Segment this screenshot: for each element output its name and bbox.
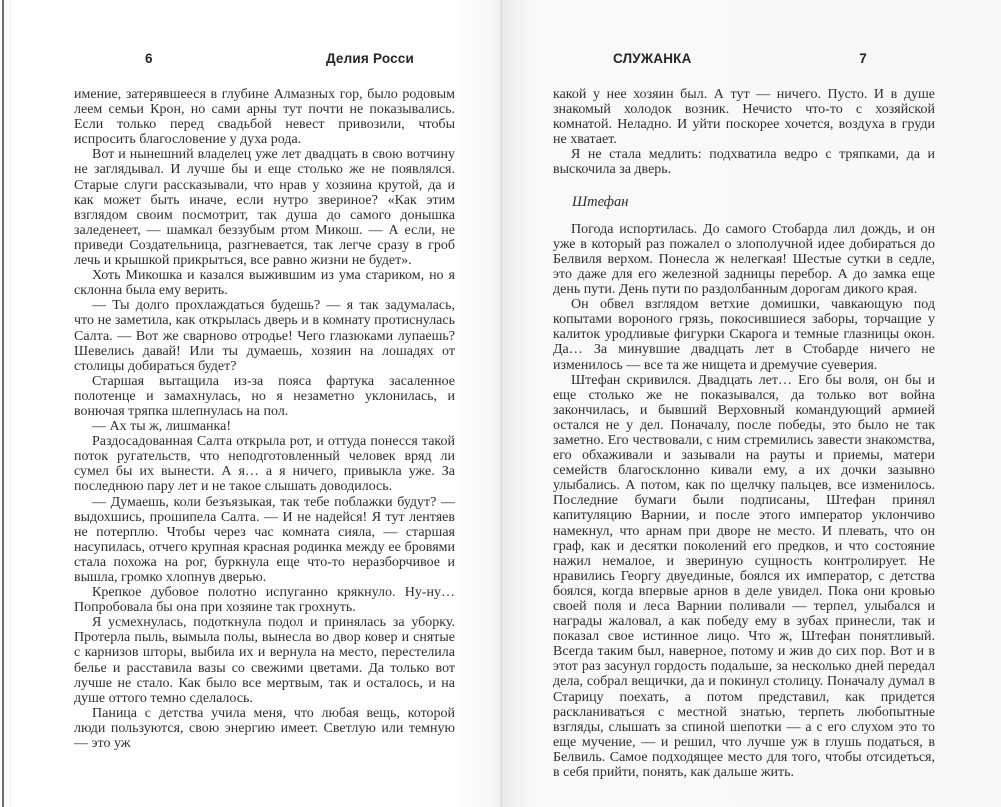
left-page-body [74,87,455,751]
paragraph: Он обвел взглядом ветхие домишки, чавкающую под копытами вороного грязь, покосившиеся заборы, торчащие у калиток уродливые фигурки Скарога и темные глазницы окон. Да… За минувшие двадцать лет в Стобарде ничего не изменилось — все та же нищета и дремучие суеверия. [553,297,935,373]
paragraph: Крепкое дубовое полотно испуганно крякнуло. Ну-ну… Попробовала бы она при хозяине так грохнуть. [74,585,455,616]
paragraph: Я усмехнулась, подоткнула подол и принялась за уборку. Протерла пыль, вымыла полы, вынесла во двор ковер и снятые с карнизов шторы, выбила их и вернула на место, перестелила белье и расставила вазы со свежими цветами. Да только вот лучше не стало. Как было все мертвым, так и осталось, и на душе оттого темно сделалось. [74,615,455,706]
paragraph: какой у нее хозяин был. А тут — ничего. Пусто. И в душе знакомый холодок возник. Нечисто что-то с хозяйской комнатой. Неладно. И уйти поскорее хочется, воздуха в груди не хватает. [553,87,935,148]
paragraph: Штефан скривился. Двадцать лет… Его бы воля, он бы и еще столько же не показывался, да только вот война закончилась, и бывший Верховный командующий армией остался не у дел. Поначалу, после победы, это было не так заметно. Его чествовали, с ним стремились завести знакомства, его обхаживали и зазывали на рауты и приемы, матери семейств благосклонно кивали ему, а их дочки зазывно улыбались. А потом, как по щелчку пальцев, все изменилось. Последние бумаги были подписаны, Штефан принял капитуляцию Варнии, и после этого император уклончиво намекнул, что арнам при дворе не место. И плевать, что он граф, как и десятки поколений его предков, и что состояние нажил немалое, и звериную сущность контролирует. Не нравились Георгу двуединые, боялся их император, с детства боялся, когда впервые арнов в деле увидел. Пока они кровью своей поля и леса Варнии поливали — терпел, улыбался и награды жаловал, а как победу ему в зубах принесли, так и показал свое истинное лицо. Что ж, Штефан понятливый. Всегда таким был, наверное, потому и жив до сих пор. Вот и в этот раз засунул гордость подальше, за несколько дней передал дела, собрал вещички, да и покинул столицу. Поначалу думал в Старицу поехать, а потом представил, как придется раскланиваться с местной знатью, терпеть любопытные взгляды, слышать за спиной шепотки — а с его слухом это то еще мучение, — и решил, что лучше уж в глушь податься, в Белвиль. Самое подходящее место для того, чтобы отсидеться, в себя прийти, понять, как дальше жить. [553,372,935,781]
paragraph: Вот и нынешний владелец уже лет двадцать в свою вотчину не заглядывал. И лучше бы и еще столько же не появлялся. Старые слуги рассказывали, что нрав у хозяина крутой, да и как может быть иначе, если нутро звериное? «Как этим взглядом своим посмотрит, так душа до самого донышка заледенеет, — шамкал беззубым ртом Микош. — А если, не приведи Создательница, разгневается, так легче сразу в гроб лечь и крышкой прикрыться, все равно жизни не будет». [74,147,455,269]
page-gutter-divider [501,0,502,807]
right-page-header [613,52,867,66]
paragraph: имение, затерявшееся в глубине Алмазных гор, было родовым леем семьи Крон, но сами арны тут почти не показывались. Если только перед свадьбой невест привозили, чтобы испросить благословение у духа рода. [74,87,455,148]
section-heading-shtefan: Штефан [572,193,629,210]
book-left-edge-line [2,0,4,807]
paragraph: Я не стала медлить: подхватила ведро с тряпками, да и выскочила за дверь. [553,147,935,178]
running-title-book: СЛУЖАНКА [613,51,692,66]
left-page-number: 6 [145,51,153,66]
running-title-author: Делия Росси [325,51,414,66]
paragraph: Хоть Микошка и казался выжившим из ума стариком, но я склонна была ему верить. [74,268,455,299]
right-page-number: 7 [859,51,867,66]
right-page-body [553,87,935,780]
paragraph: Погода испортилась. До самого Стобарда лил дождь, и он уже в который раз пожалел о злополучной идее добираться до Белвиля верхом. Понесла ж нелегкая! Шестые сутки в седле, это даже для его железной задницы перебор. А до замка еще день пути. День пути по раздолбанным дорогам дикого края. [553,221,935,298]
paragraph: Старшая вытащила из-за пояса фартука засаленное полотенце и замахнулась, но я незаметно уклонилась, и вонючая тряпка шлепнулась на пол. [74,373,455,419]
paragraph: Раздосадованная Салта открыла рот, и оттуда понесся такой поток ругательств, что неподготовленный человек вряд ли сумел бы их вынести. А я… а я ничего, привыкла уже. За последнюю пару лет и не такое слышать доводилось. [74,434,455,495]
right-page [502,0,1001,807]
page-stack-edge-line [10,0,11,807]
paragraph: — Думаешь, коли безъязыкая, так тебе поблажки будут? — выдохшись, прошипела Салта. — И не надейся! Я тут лентяев не потерплю. Чтобы через час комната сияла, — старшая насупилась, отчего крупная красная родинка между ее бровями стала похожа на рог, буркнула еще что-то неразборчивое и вышла, громко хлопнув дверью. [74,494,455,585]
paragraph: — Ты долго прохлаждаться будешь? — я так задумалась, что не заметила, как открылась дверь и в комнату протиснулась Салта. — Вот же сварново отродье! Чего глазюками лупаешь? Шевелись давай! Или ты думаешь, хозяин на лошадях от столицы добираться будет? [74,298,455,374]
paragraph: — Ах ты ж, лишманка! [92,419,232,435]
paragraph: Паница с детства учила меня, что любая вещь, которой люди пользуются, свою энергию имеет. Светлую или темную — это уж [74,705,455,752]
left-page-header [145,52,414,66]
